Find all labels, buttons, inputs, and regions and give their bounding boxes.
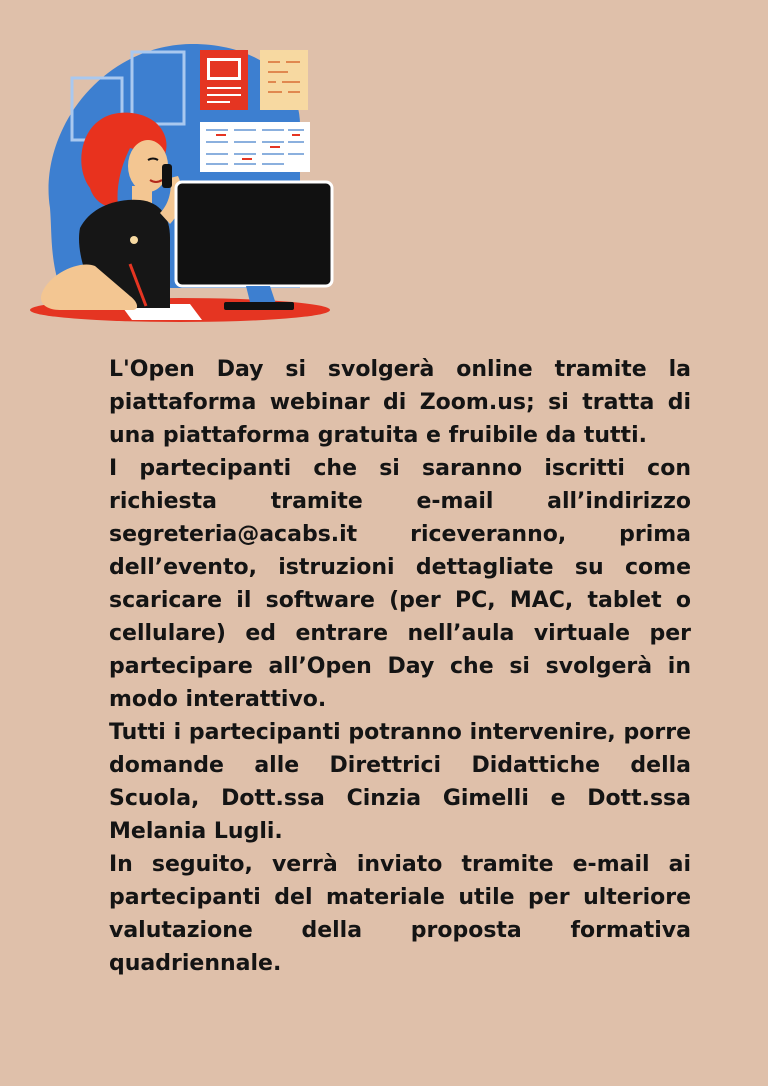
monitor-shape xyxy=(176,182,332,286)
info-text-block xyxy=(109,353,691,980)
woman-on-phone-at-computer-illustration xyxy=(20,38,340,328)
paragraph-registration-instructions: I partecipanti che si saranno iscritti con richiesta tramite e-mail all’indirizzo segreteria@acabs.it riceveranno, prima dell’evento, istruzioni dettagliate su come scaricare il software (per PC, MAC, tablet o cellulare) ed entrare nell’aula virtuale per partecipare all’Open Day che si svolgerà in modo interattivo. xyxy=(109,456,691,712)
monitor-base-shape xyxy=(224,302,294,310)
necklace-pendant-shape xyxy=(130,236,138,244)
poster-photo-inner-shape xyxy=(210,61,238,77)
paragraph-participant-questions: Tutti i partecipanti potranno intervenire, porre domande alle Direttrici Didattiche della Scuola, Dott.ssa Cinzia Gimelli e Dott.ssa Melania Lugli. xyxy=(109,720,691,844)
yellow-note-shape xyxy=(260,50,308,110)
paragraph-followup-material: In seguito, verrà inviato tramite e-mail ai partecipanti del materiale utile per ulteriore valutazione della proposta formativa quadriennale. xyxy=(109,852,691,976)
paragraph-open-day-platform: L'Open Day si svolgerà online tramite la piattaforma webinar di Zoom.us; si tratta di una piattaforma gratuita e fruibile da tutti. xyxy=(109,357,691,448)
phone-shape xyxy=(162,164,172,188)
